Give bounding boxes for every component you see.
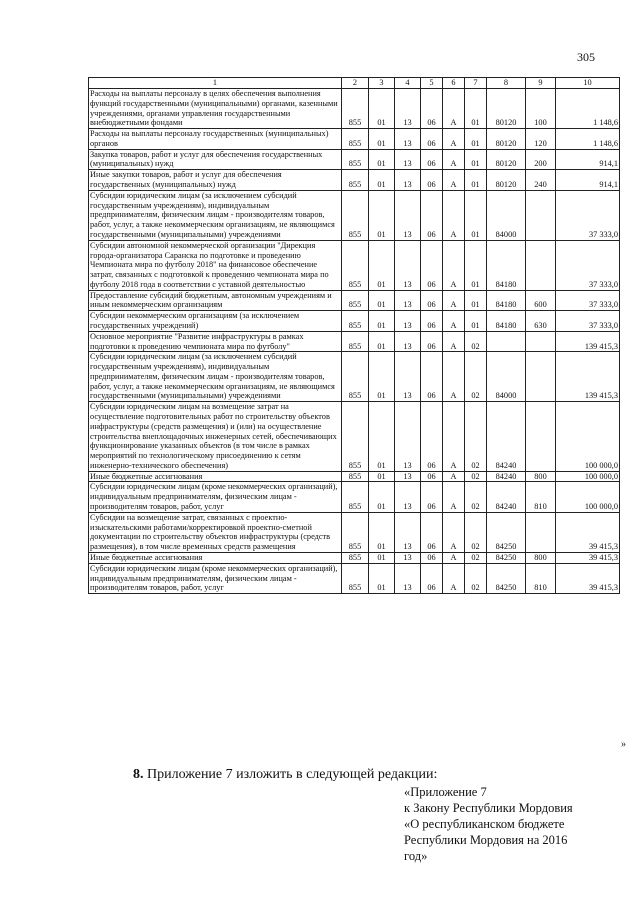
code-event: 02 xyxy=(465,552,487,563)
amount: 37 333,0 xyxy=(556,190,620,240)
code-ministry: 855 xyxy=(342,512,369,552)
code-direction: 84000 xyxy=(487,190,526,240)
row-description: Субсидии юридическим лицам на возмещение затрат на осуществление подготовительных работ по строительству объектов инфраструктуры (средств размещения) и (или) на осуществление строительства внеплощадочных инженерных сетей, обеспечивающих функционирование указанных объектов (в том числе в рамках мероприятий по технологическому присоединению к сетям инженерно-технического обеспечения) xyxy=(89,402,342,471)
header-cell: 9 xyxy=(526,78,556,89)
row-description: Субсидии юридическим лицам (за исключением субсидий государственным учреждениям), индивидуальным предпринимателям, физическим лицам - производителям товаров, работ, услуг, а также некоммерческим организациям, не являющимся государственными (муниципальными) учреждениями xyxy=(89,352,342,402)
code-direction: 80120 xyxy=(487,89,526,129)
code-program: 06 xyxy=(421,240,443,290)
code-section: 01 xyxy=(369,170,395,191)
table-row xyxy=(89,563,620,593)
closing-quote: » xyxy=(621,739,626,750)
page-number: 305 xyxy=(577,50,595,64)
code-ministry: 855 xyxy=(342,352,369,402)
code-subprogram: А xyxy=(443,552,465,563)
code-subsection: 13 xyxy=(395,149,421,170)
code-direction: 84240 xyxy=(487,402,526,471)
code-ministry: 855 xyxy=(342,190,369,240)
code-subprogram: А xyxy=(443,170,465,191)
code-subprogram: А xyxy=(443,290,465,311)
code-ministry: 855 xyxy=(342,402,369,471)
code-ministry: 855 xyxy=(342,311,369,332)
table-row xyxy=(89,402,620,471)
code-section: 01 xyxy=(369,512,395,552)
table-row xyxy=(89,149,620,170)
code-expense-type: 810 xyxy=(526,563,556,593)
code-subprogram: А xyxy=(443,311,465,332)
code-ministry: 855 xyxy=(342,170,369,191)
row-description: Иные бюджетные ассигнования xyxy=(89,471,342,482)
table-header-row xyxy=(89,78,620,89)
code-section: 01 xyxy=(369,311,395,332)
code-subsection: 13 xyxy=(395,402,421,471)
code-section: 01 xyxy=(369,89,395,129)
amount: 39 415,3 xyxy=(556,512,620,552)
code-expense-type: 120 xyxy=(526,129,556,150)
code-direction: 84250 xyxy=(487,563,526,593)
code-section: 01 xyxy=(369,352,395,402)
code-expense-type: 200 xyxy=(526,149,556,170)
code-program: 06 xyxy=(421,352,443,402)
code-section: 01 xyxy=(369,290,395,311)
code-expense-type: 240 xyxy=(526,170,556,191)
code-section: 01 xyxy=(369,240,395,290)
amount: 1 148,6 xyxy=(556,89,620,129)
row-description: Расходы на выплаты персоналу в целях обеспечения выполнения функций государственными (муниципальными) органами, казенными учреждениями, органами управления государственными внебюджетными фондами xyxy=(89,89,342,129)
code-ministry: 855 xyxy=(342,129,369,150)
code-expense-type: 800 xyxy=(526,471,556,482)
code-subsection: 13 xyxy=(395,190,421,240)
code-event: 01 xyxy=(465,240,487,290)
code-section: 01 xyxy=(369,402,395,471)
code-subprogram: А xyxy=(443,331,465,352)
appendix-caption xyxy=(404,784,573,864)
code-ministry: 855 xyxy=(342,290,369,311)
code-subprogram: А xyxy=(443,240,465,290)
row-description: Субсидии автономной некоммерческой организации "Дирекция города-организатора Саранска по подготовке и проведению Чемпионата мира по футболу 2018" на финансовое обеспечение затрат, связанных с подготовкой к проведению чемпионата мира по футболу 2018 года в соответствии с уставной деятельностью xyxy=(89,240,342,290)
code-subsection: 13 xyxy=(395,552,421,563)
table-row xyxy=(89,89,620,129)
code-subprogram: А xyxy=(443,471,465,482)
code-event: 01 xyxy=(465,170,487,191)
amount: 100 000,0 xyxy=(556,402,620,471)
code-direction: 84240 xyxy=(487,482,526,512)
code-program: 06 xyxy=(421,331,443,352)
code-ministry: 855 xyxy=(342,563,369,593)
table-row xyxy=(89,512,620,552)
code-ministry: 855 xyxy=(342,240,369,290)
code-expense-type: 100 xyxy=(526,89,556,129)
code-expense-type xyxy=(526,190,556,240)
code-event: 01 xyxy=(465,190,487,240)
code-section: 01 xyxy=(369,129,395,150)
code-program: 06 xyxy=(421,311,443,332)
row-description: Субсидии юридическим лицам (кроме некоммерческих организаций), индивидуальным предпринимателям, физическим лицам - производителям товаров, работ, услуг xyxy=(89,482,342,512)
row-description: Субсидии юридическим лицам (за исключением субсидий государственным учреждениям), индивидуальным предпринимателям, физическим лицам - производителям товаров, работ, услуг, а также некоммерческим организациям, не являющимся государственными (муниципальными) учреждениями xyxy=(89,190,342,240)
table-row xyxy=(89,170,620,191)
amount: 1 148,6 xyxy=(556,129,620,150)
code-event: 02 xyxy=(465,563,487,593)
code-program: 06 xyxy=(421,471,443,482)
code-direction: 80120 xyxy=(487,149,526,170)
code-expense-type: 630 xyxy=(526,311,556,332)
code-subprogram: А xyxy=(443,89,465,129)
code-direction: 84240 xyxy=(487,471,526,482)
code-direction: 84250 xyxy=(487,512,526,552)
code-section: 01 xyxy=(369,482,395,512)
code-section: 01 xyxy=(369,149,395,170)
code-program: 06 xyxy=(421,563,443,593)
code-direction: 84000 xyxy=(487,352,526,402)
code-event: 02 xyxy=(465,352,487,402)
amount: 100 000,0 xyxy=(556,471,620,482)
code-program: 06 xyxy=(421,482,443,512)
table-row xyxy=(89,482,620,512)
row-description: Расходы на выплаты персоналу государственных (муниципальных) органов xyxy=(89,129,342,150)
code-ministry: 855 xyxy=(342,89,369,129)
code-direction: 84180 xyxy=(487,311,526,332)
code-section: 01 xyxy=(369,552,395,563)
appendix-line: год» xyxy=(404,849,428,863)
code-expense-type xyxy=(526,512,556,552)
section-heading xyxy=(133,767,437,783)
code-section: 01 xyxy=(369,471,395,482)
code-expense-type: 600 xyxy=(526,290,556,311)
code-subprogram: А xyxy=(443,190,465,240)
code-section: 01 xyxy=(369,331,395,352)
code-subsection: 13 xyxy=(395,129,421,150)
code-ministry: 855 xyxy=(342,331,369,352)
code-program: 06 xyxy=(421,149,443,170)
header-cell: 2 xyxy=(342,78,369,89)
amount: 37 333,0 xyxy=(556,240,620,290)
table-row xyxy=(89,331,620,352)
code-program: 06 xyxy=(421,129,443,150)
row-description: Субсидии на возмещение затрат, связанных с проектно-изыскательскими работами/корректировкой проектно-сметной документации по строительству объектов инфраструктуры (средств размещения), в том числе временных средств размещения xyxy=(89,512,342,552)
amount: 39 415,3 xyxy=(556,552,620,563)
code-expense-type: 800 xyxy=(526,552,556,563)
code-ministry: 855 xyxy=(342,149,369,170)
code-direction: 80120 xyxy=(487,129,526,150)
code-program: 06 xyxy=(421,402,443,471)
code-subsection: 13 xyxy=(395,170,421,191)
code-ministry: 855 xyxy=(342,482,369,512)
code-event: 01 xyxy=(465,311,487,332)
appendix-line: к Закону Республики Мордовия xyxy=(404,801,573,815)
amount: 914,1 xyxy=(556,149,620,170)
amount: 37 333,0 xyxy=(556,290,620,311)
code-expense-type xyxy=(526,352,556,402)
code-event: 02 xyxy=(465,512,487,552)
code-subprogram: А xyxy=(443,563,465,593)
code-direction: 84180 xyxy=(487,290,526,311)
code-subsection: 13 xyxy=(395,512,421,552)
header-cell: 5 xyxy=(421,78,443,89)
table-body xyxy=(89,89,620,594)
code-subprogram: А xyxy=(443,129,465,150)
code-subprogram: А xyxy=(443,149,465,170)
code-ministry: 855 xyxy=(342,471,369,482)
section-text: Приложение 7 изложить в следующей редакции: xyxy=(147,767,438,782)
code-subsection: 13 xyxy=(395,482,421,512)
code-direction xyxy=(487,331,526,352)
appendix-line: Республики Мордовия на 2016 xyxy=(404,833,568,847)
table-row xyxy=(89,240,620,290)
row-description: Субсидии некоммерческим организациям (за исключением государственных учреждений) xyxy=(89,311,342,332)
header-cell: 1 xyxy=(89,78,342,89)
code-program: 06 xyxy=(421,170,443,191)
header-cell: 10 xyxy=(556,78,620,89)
code-program: 06 xyxy=(421,552,443,563)
code-direction: 84250 xyxy=(487,552,526,563)
code-subprogram: А xyxy=(443,482,465,512)
table-row xyxy=(89,311,620,332)
code-expense-type xyxy=(526,240,556,290)
code-subsection: 13 xyxy=(395,240,421,290)
code-event: 01 xyxy=(465,290,487,311)
table-row xyxy=(89,352,620,402)
appendix-line: «О республиканском бюджете xyxy=(404,817,565,831)
code-event: 02 xyxy=(465,331,487,352)
table-row xyxy=(89,471,620,482)
code-subprogram: А xyxy=(443,352,465,402)
header-cell: 7 xyxy=(465,78,487,89)
code-expense-type xyxy=(526,402,556,471)
code-subsection: 13 xyxy=(395,311,421,332)
header-cell: 4 xyxy=(395,78,421,89)
row-description: Основное мероприятие "Развитие инфраструктуры в рамках подготовки к проведению чемпионата мира по футболу" xyxy=(89,331,342,352)
header-cell: 6 xyxy=(443,78,465,89)
amount: 914,1 xyxy=(556,170,620,191)
table-row xyxy=(89,290,620,311)
code-expense-type: 810 xyxy=(526,482,556,512)
row-description: Иные закупки товаров, работ и услуг для обеспечения государственных (муниципальных) нужд xyxy=(89,170,342,191)
code-program: 06 xyxy=(421,89,443,129)
code-subsection: 13 xyxy=(395,331,421,352)
section-number: 8. xyxy=(133,767,144,782)
code-program: 06 xyxy=(421,512,443,552)
code-event: 02 xyxy=(465,402,487,471)
code-expense-type xyxy=(526,331,556,352)
row-description: Иные бюджетные ассигнования xyxy=(89,552,342,563)
code-section: 01 xyxy=(369,190,395,240)
code-section: 01 xyxy=(369,563,395,593)
code-subsection: 13 xyxy=(395,352,421,402)
code-event: 01 xyxy=(465,129,487,150)
code-ministry: 855 xyxy=(342,552,369,563)
code-subsection: 13 xyxy=(395,563,421,593)
amount: 139 415,3 xyxy=(556,331,620,352)
code-subprogram: А xyxy=(443,402,465,471)
code-subsection: 13 xyxy=(395,290,421,311)
row-description: Закупка товаров, работ и услуг для обеспечения государственных (муниципальных) нужд xyxy=(89,149,342,170)
table-row xyxy=(89,129,620,150)
code-subprogram: А xyxy=(443,512,465,552)
header-cell: 8 xyxy=(487,78,526,89)
code-program: 06 xyxy=(421,190,443,240)
code-event: 02 xyxy=(465,471,487,482)
code-event: 01 xyxy=(465,149,487,170)
header-cell: 3 xyxy=(369,78,395,89)
appendix-line: «Приложение 7 xyxy=(404,785,487,799)
row-description: Предоставление субсидий бюджетным, автономным учреждениям и иным некоммерческим организациям xyxy=(89,290,342,311)
code-program: 06 xyxy=(421,290,443,311)
code-direction: 80120 xyxy=(487,170,526,191)
code-subsection: 13 xyxy=(395,471,421,482)
code-event: 02 xyxy=(465,482,487,512)
amount: 39 415,3 xyxy=(556,563,620,593)
code-direction: 84180 xyxy=(487,240,526,290)
row-description: Субсидии юридическим лицам (кроме некоммерческих организаций), индивидуальным предпринимателям, физическим лицам - производителям товаров, работ, услуг xyxy=(89,563,342,593)
table-row xyxy=(89,552,620,563)
code-subsection: 13 xyxy=(395,89,421,129)
amount: 37 333,0 xyxy=(556,311,620,332)
code-event: 01 xyxy=(465,89,487,129)
budget-table xyxy=(88,77,620,594)
table-row xyxy=(89,190,620,240)
amount: 100 000,0 xyxy=(556,482,620,512)
amount: 139 415,3 xyxy=(556,352,620,402)
